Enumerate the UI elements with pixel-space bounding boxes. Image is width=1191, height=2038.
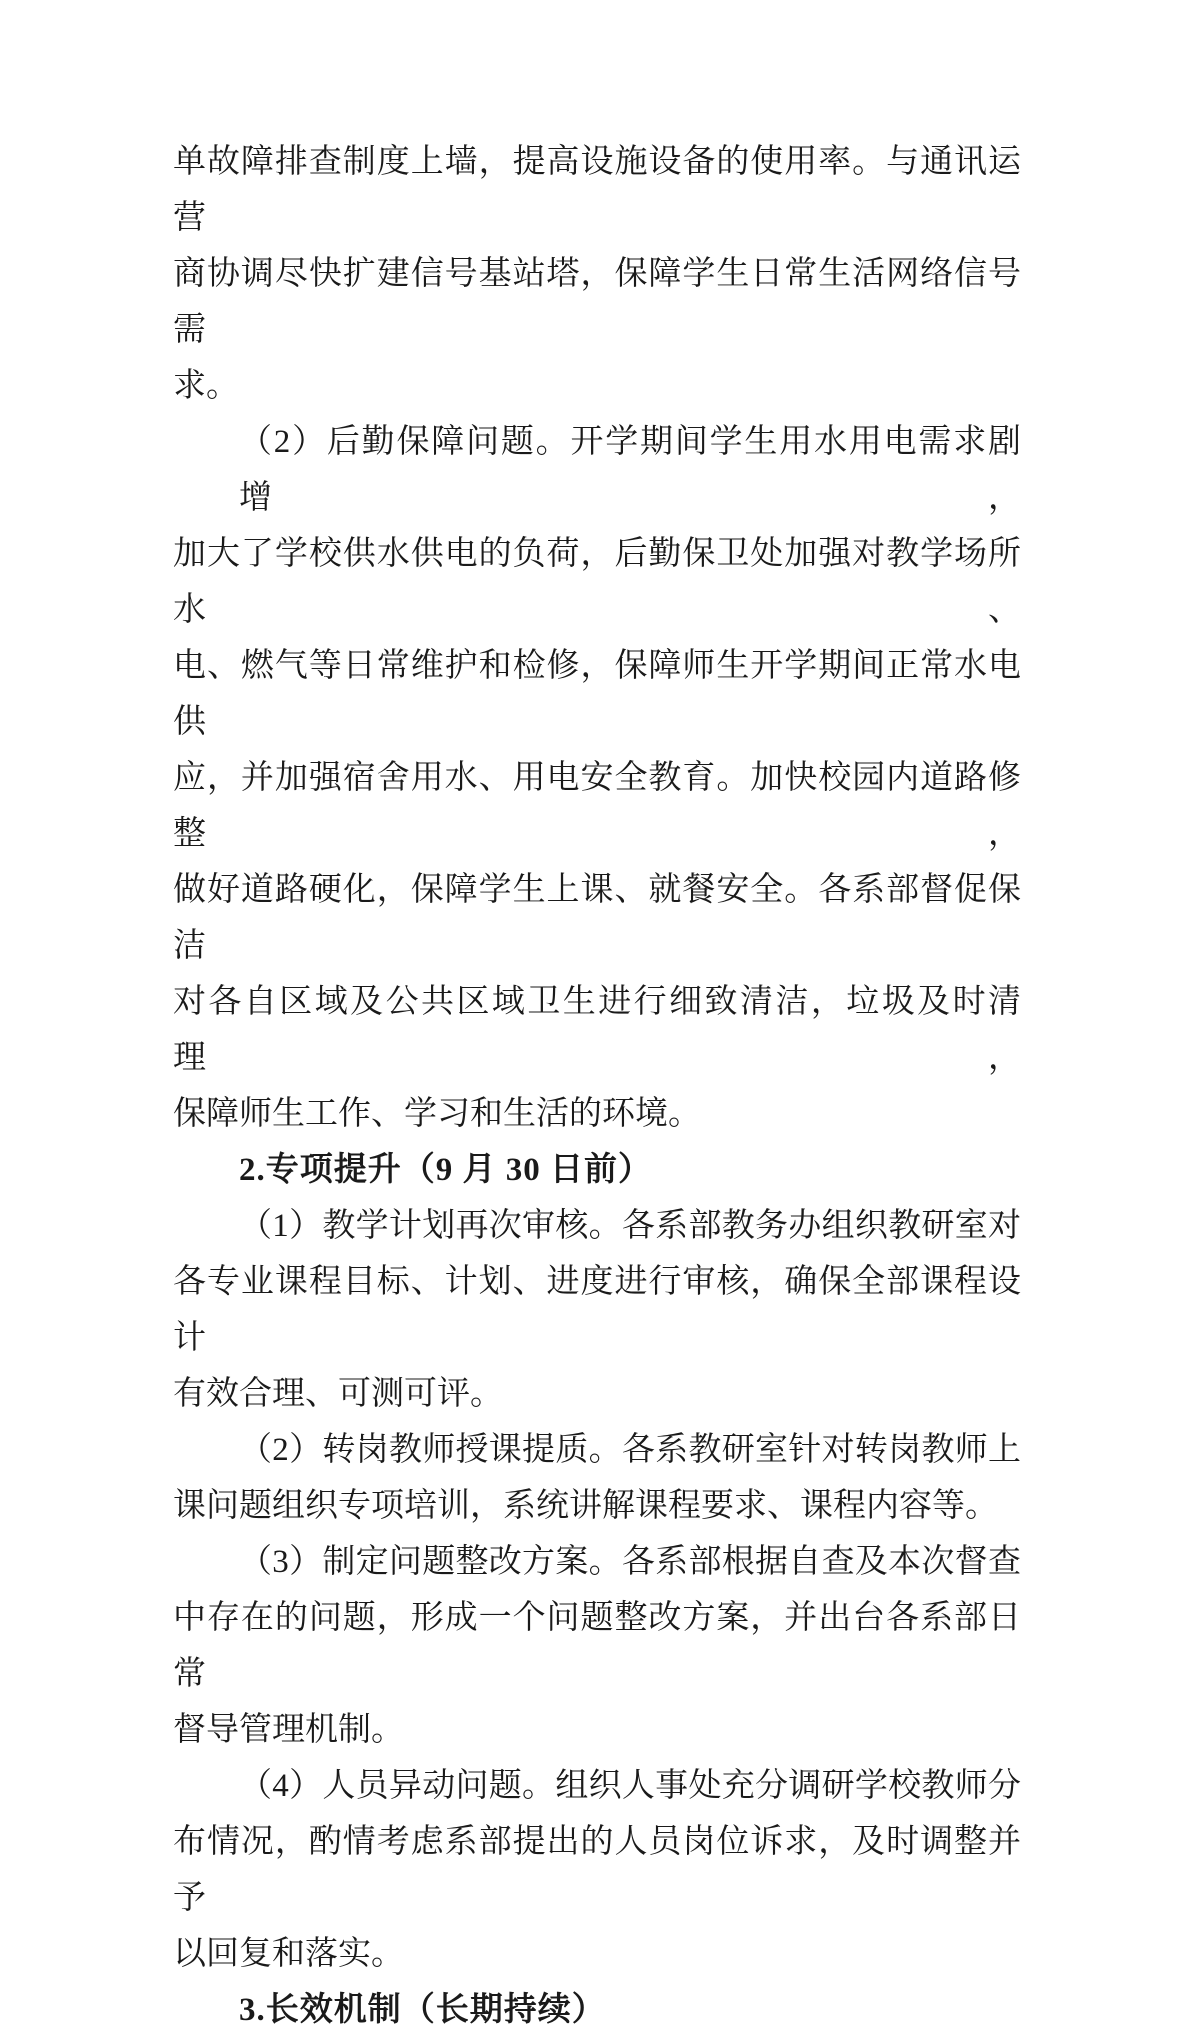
text-line: 应，并加强宿舍用水、用电安全教育。加快校园内道路修整， (173, 760, 1021, 852)
paragraph-transfer-teacher-quality (173, 1422, 1021, 1534)
text-line: 督导管理机制。 (173, 1712, 404, 1748)
text-line: 保障师生工作、学习和生活的环境。 (173, 1096, 701, 1132)
text-line: 对各自区域及公共区域卫生进行细致清洁，垃圾及时清理， (173, 984, 1021, 1076)
heading-line: 3.长效机制（长期持续） (239, 1992, 606, 2028)
text-line: 各专业课程目标、计划、进度进行审核，确保全部课程设计 (173, 1264, 1021, 1356)
paragraph-rectification-plan (173, 1534, 1021, 1758)
text-line: 单故障排查制度上墙，提高设施设备的使用率。与通讯运营 (173, 144, 1021, 236)
text-line: 做好道路硬化，保障学生上课、就餐安全。各系部督促保洁 (173, 872, 1021, 964)
paragraph-personnel-changes (173, 1758, 1021, 1982)
text-line: （4）人员异动问题。组织人事处充分调研学校教师分 (239, 1768, 1021, 1804)
text-line: 求。 (173, 368, 239, 404)
text-line: （3）制定问题整改方案。各系部根据自查及本次督查 (239, 1544, 1021, 1580)
text-line: 加大了学校供水供电的负荷，后勤保卫处加强对教学场所水、 (173, 536, 1021, 628)
text-line: 电、燃气等日常维护和检修，保障师生开学期间正常水电供 (173, 648, 1021, 740)
text-line: （2）转岗教师授课提质。各系教研室针对转岗教师上 (239, 1432, 1021, 1468)
document-text-block (173, 134, 1021, 2038)
text-line: 以回复和落实。 (173, 1936, 404, 1972)
text-line: 布情况，酌情考虑系部提出的人员岗位诉求，及时调整并予 (173, 1824, 1021, 1916)
paragraph-logistics-support (173, 414, 1021, 1142)
paragraph-teaching-plan-review (173, 1198, 1021, 1422)
text-line: 课问题组织专项培训，系统讲解课程要求、课程内容等。 (173, 1488, 998, 1524)
paragraph-continuation (173, 134, 1021, 414)
heading-long-term-mechanism (173, 1982, 1021, 2038)
text-line: 中存在的问题，形成一个问题整改方案，并出台各系部日常 (173, 1600, 1021, 1692)
text-line: 有效合理、可测可评。 (173, 1376, 503, 1412)
text-line: （1）教学计划再次审核。各系部教务办组织教研室对 (239, 1208, 1021, 1244)
heading-special-improvement (173, 1142, 1021, 1198)
heading-line: 2.专项提升（9 月 30 日前） (239, 1152, 652, 1188)
text-line: （2）后勤保障问题。开学期间学生用水用电需求剧增， (239, 424, 1021, 516)
text-line: 商协调尽快扩建信号基站塔，保障学生日常生活网络信号需 (173, 256, 1021, 348)
